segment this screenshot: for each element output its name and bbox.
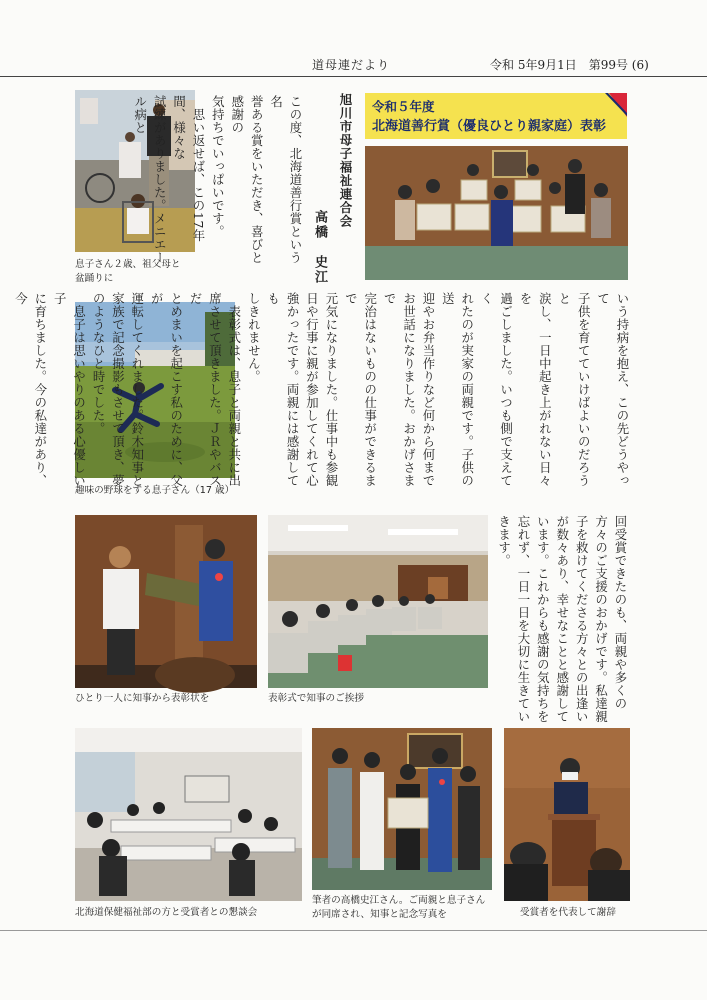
photo-ceremony-greeting [268, 515, 488, 688]
article-text-bottom: 回受賞できたのも、両親や多くの 方々のご支援のおかげです。私達親 子を救けてくださる方々との出逢い が数々あり、幸せなことと感謝して います。これからも感謝の気持ちを 忘れず、一日一日を大切に生きてい きます。 [496, 515, 628, 723]
photo-certificate-handover [75, 515, 257, 688]
caption-child-festival: 息子さん２歳、祖父母と 盆踊りに [75, 259, 181, 284]
photo-speech [504, 728, 630, 901]
footer-rule [0, 930, 707, 931]
photo-family-governor [312, 728, 492, 890]
issue-info: 令和 5年9月1日 第99号 (6) [490, 58, 649, 72]
caption-meeting: 北海道保健福祉部の方と受賞者との懇談会 [75, 907, 258, 918]
title-year: 令和５年度 [372, 99, 435, 114]
caption-speech: 受賞者を代表して謝辞 [520, 907, 616, 918]
author-name: 高橋 史江 [312, 210, 327, 285]
caption-family-governor: 筆者の高橋史江さん。ご両親と息子さん が同席され、知事と記念写真を [312, 895, 486, 920]
article-title-box [365, 93, 627, 139]
caption-baseball: 趣味の野球をする息子さん（17 歳） [75, 485, 235, 496]
title-award: 北海道善行賞（優良ひとり親家庭）表彰 [372, 119, 607, 134]
article-text-top: この度、北海道善行賞という名 誉ある賞をいただき、喜びと感謝の 気持ちでいっぱいです。 思い返せば、この17年間、様々な 試練がありました。メニエール病と [132, 95, 303, 264]
article-text-middle: いう持病を抱え、この先どうやって 子供を育てていけばよいのだろうと 涙し、一日中起き上がれない日々を 過ごしました。いつも側で支えてく れたのが実家の両親です。子供の送 迎やお弁当作りなど何から何まで お世話になりました。おかげさまで 完治はないものの仕事ができるまで 元気になりました。仕事中も参観 日や行事に親が参加してくれて心 強かったです。両親には感謝しても しきれません。 表彰式は、息子と両親と共に出 席させて頂きました。ＪＲやバスだ とめまいを起こす私のために、父が 運転してくれました。鈴木知事と 家族で記念撮影もさせて頂き、夢 のようなひと時でした。 息子は思いやりのある心優しい子 に育ちました。今の私達があり、今 [13, 292, 630, 487]
header-rule [0, 76, 707, 77]
author-organization: 旭川市母子福祉連合会 [338, 93, 353, 228]
caption-ceremony-greeting: 表彰式で知事のご挨拶 [268, 693, 364, 704]
title-accent-stripe [605, 93, 627, 139]
photo-meeting [75, 728, 302, 901]
photo-award-group [365, 146, 628, 280]
newsletter-title: 道母連だより [312, 58, 391, 72]
caption-certificate-handover: ひとり一人に知事から表彰状を [75, 693, 210, 704]
